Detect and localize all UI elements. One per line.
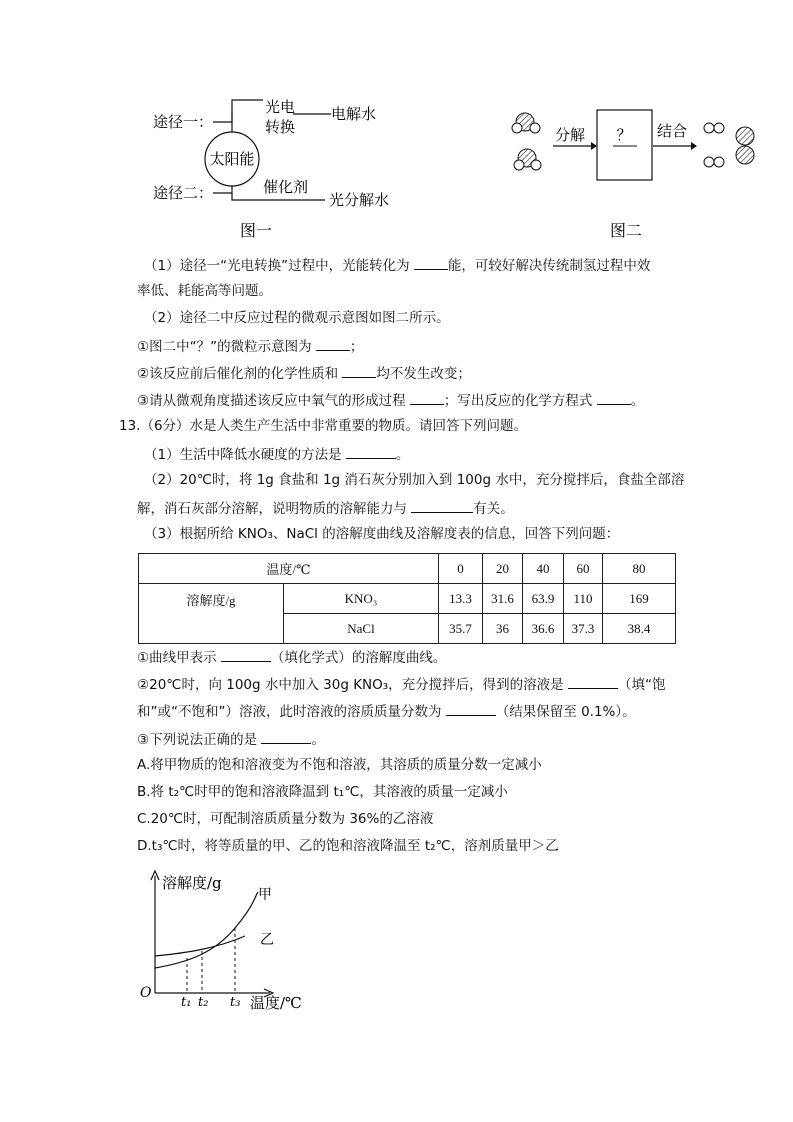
route2-label: 途径二：: [153, 184, 214, 202]
hydrogen-molecule-icon: [704, 123, 724, 133]
x-axis-label: 温度/℃: [250, 994, 302, 1012]
value-cell: 38.4: [603, 614, 676, 644]
t2-label: t₂: [198, 995, 209, 1010]
value-cell: 37.3: [564, 614, 603, 644]
t1-label: t₁: [181, 995, 192, 1010]
combine-label: 结合: [657, 122, 688, 140]
value-cell: 36.6: [523, 614, 564, 644]
figure-1-caption: 图一: [240, 221, 273, 240]
q13-sub2-line2: 和”或“不饱和”）溶液，此时溶液的溶质质量分数为 （结果保留至 0.1%）。: [137, 701, 636, 721]
temp-cell: 60: [564, 554, 603, 584]
figure-1-diagram: [145, 92, 415, 242]
option-b: B.将 t₂℃时甲的饱和溶液降温到 t₁℃，其溶液的质量一定减小: [137, 784, 508, 800]
q12-part1-line1: （1）途径一“光电转换”过程中，光能转化为 能，可较好解决传统制氢过程中效: [144, 255, 650, 275]
temp-cell: 80: [603, 554, 676, 584]
substance-cell: KNO₃: [284, 584, 439, 614]
q12-sub3: ③请从微观角度描述该反应中氧气的形成过程 ；写出反应的化学方程式 。: [137, 390, 644, 410]
q12-part1-line2: 率低、耗能高等问题。: [137, 283, 272, 299]
q13-heading: 13.（6分）水是人类生产生活中非常重要的物质。请回答下列问题。: [119, 418, 528, 434]
value-cell: 63.9: [523, 584, 564, 614]
catalyst-label: 催化剂: [263, 178, 309, 196]
curve-yi-label: 乙: [260, 932, 274, 948]
curve-jia: [155, 892, 258, 968]
solubility-table: [138, 553, 676, 644]
figure-2-diagram: [505, 98, 775, 243]
answer-blank[interactable]: [411, 498, 473, 513]
q13-sub2-line1: ②20℃时，向 100g 水中加入 30g KNO₃，充分搅拌后，得到的溶液是 （填“饱: [137, 674, 665, 694]
figure-2-caption: 图二: [610, 221, 643, 240]
solubility-header: 溶解度/g: [139, 584, 284, 644]
unknown-particle-box: [597, 110, 652, 180]
answer-blank[interactable]: [342, 363, 376, 378]
table-row: [139, 584, 676, 614]
photolysis-label: 光分解水: [329, 191, 390, 209]
value-cell: 36: [483, 614, 523, 644]
answer-blank[interactable]: [414, 255, 448, 270]
curve-jia-label: 甲: [258, 887, 272, 903]
value-cell: 169: [603, 584, 676, 614]
answer-blank[interactable]: [568, 674, 618, 689]
temp-cell: 40: [523, 554, 564, 584]
y-axis-label: 溶解度/g: [162, 874, 222, 892]
answer-blank[interactable]: [261, 729, 311, 744]
answer-blank[interactable]: [410, 390, 444, 405]
photoelectric-label: 光电: [265, 98, 296, 116]
q13-sub3: ③下列说法正确的是 。: [137, 729, 325, 749]
conversion-label: 转换: [265, 118, 296, 136]
q13-part2-line2: 解，消石灰部分溶解，说明物质的溶解能力与 有关。: [137, 498, 514, 518]
question-mark: ？: [616, 126, 632, 144]
q13-sub1: ①曲线甲表示 （填化学式）的溶解度曲线。: [137, 647, 446, 667]
answer-blank[interactable]: [221, 647, 271, 662]
t3-label: t₃: [230, 995, 241, 1010]
decompose-label: 分解: [555, 126, 586, 144]
temp-cell: 0: [439, 554, 483, 584]
answer-blank[interactable]: [597, 390, 631, 405]
route1-label: 途径一：: [153, 113, 214, 131]
origin-label: O: [140, 985, 152, 1001]
q12-sub1: ①图二中“？”的微粒示意图为 ；: [137, 336, 363, 356]
q13-part2-line1: （2）20℃时，将 1g 食盐和 1g 消石灰分别加入到 100g 水中，充分搅拌后，食盐全部溶: [144, 472, 685, 488]
table-row: [139, 554, 676, 584]
q13-part1: （1）生活中降低水硬度的方法是 。: [144, 444, 409, 464]
water-molecule-icon: [514, 149, 541, 170]
answer-blank[interactable]: [316, 336, 350, 351]
answer-blank[interactable]: [346, 444, 396, 459]
option-d: D.t₃℃时，将等质量的甲、乙的饱和溶液降温至 t₂℃，溶剂质量甲＞乙: [137, 838, 559, 854]
value-cell: 110: [564, 584, 603, 614]
q12-sub2: ②该反应前后催化剂的化学性质和 均不发生改变；: [137, 363, 471, 383]
water-molecule-icon: [512, 113, 540, 133]
solar-energy-label: 太阳能: [209, 150, 255, 168]
solubility-curve-graph: [130, 866, 330, 1016]
hydrogen-molecule-icon: [704, 157, 724, 167]
option-c: C.20℃时，可配制溶质质量分数为 36%的乙溶液: [137, 811, 434, 827]
value-cell: 13.3: [439, 584, 483, 614]
electrolysis-label: 电解水: [331, 105, 377, 123]
value-cell: 31.6: [483, 584, 523, 614]
oxygen-molecule-icon: [736, 127, 754, 164]
option-a: A.将甲物质的饱和溶液变为不饱和溶液，其溶质的质量分数一定减小: [137, 757, 542, 773]
value-cell: 35.7: [439, 614, 483, 644]
curve-yi: [155, 936, 245, 956]
temperature-header: 温度/℃: [139, 554, 439, 584]
q12-part2: （2）途径二中反应过程的微观示意图如图二所示。: [144, 310, 450, 326]
substance-cell: NaCl: [284, 614, 439, 644]
answer-blank[interactable]: [446, 701, 496, 716]
q13-part3: （3）根据所给 KNO₃、NaCl 的溶解度曲线及溶解度表的信息，回答下列问题：: [144, 526, 620, 542]
temp-cell: 20: [483, 554, 523, 584]
